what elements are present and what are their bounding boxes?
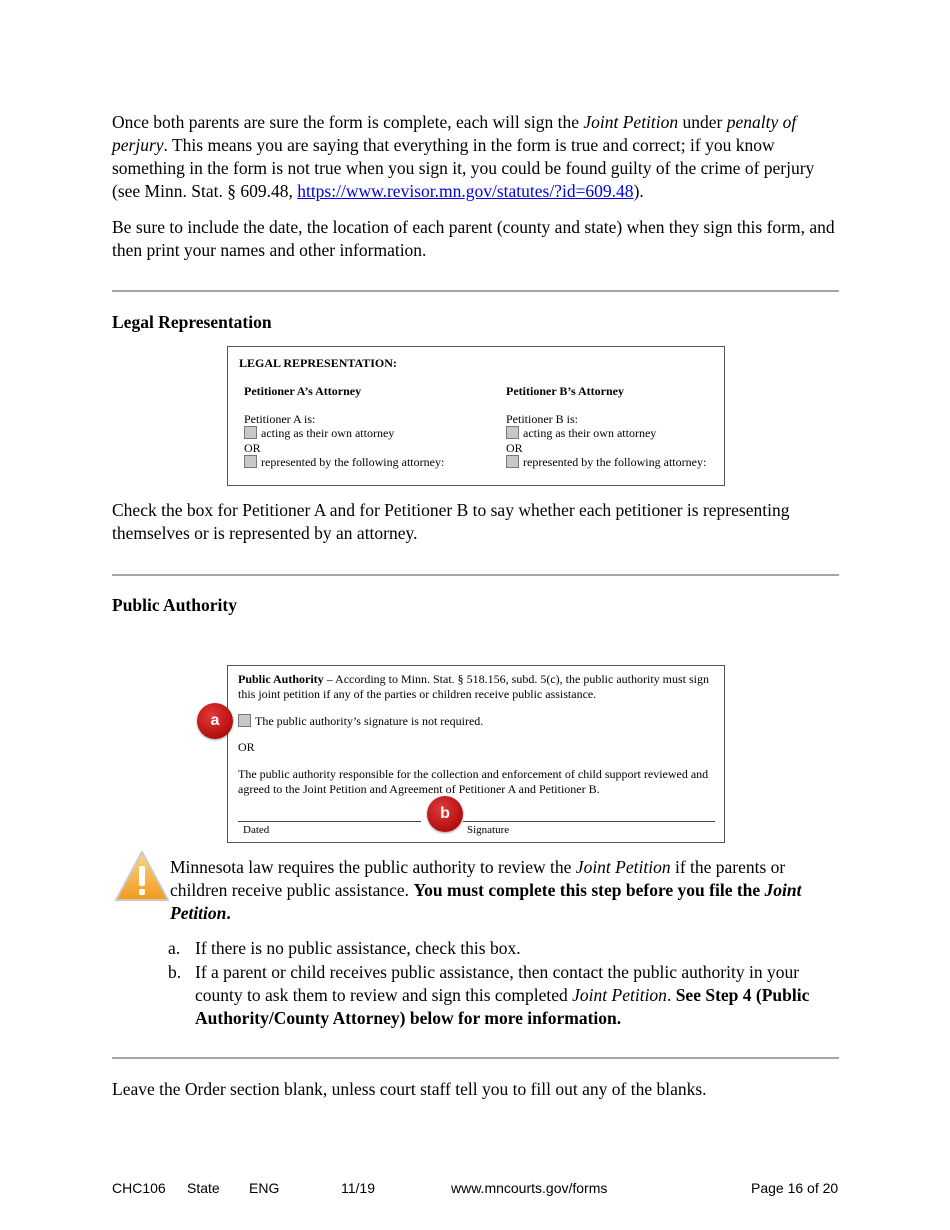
divider <box>112 574 839 576</box>
option-label: acting as their own attorney <box>261 426 395 440</box>
text: If there is no public assistance, check this box. <box>195 938 521 958</box>
petitioner-a-column <box>244 384 474 470</box>
text: ). <box>633 181 644 201</box>
footer-language: ENG <box>249 1180 280 1196</box>
text-bold: You must complete this step before you file the <box>413 880 765 900</box>
or-label: OR <box>506 440 523 455</box>
signature-not-required-option <box>238 714 483 729</box>
footer-form-code: CHC106 <box>112 1180 166 1196</box>
text-italic: Joint Petition <box>572 985 667 1005</box>
text-bold: Public Authority <box>238 672 324 686</box>
footer-state: State <box>187 1180 220 1196</box>
list-marker: a. <box>168 938 181 958</box>
order-section-note: Leave the Order section blank, unless court staff tell you to fill out any of the blanks. <box>112 1079 707 1099</box>
option-label: acting as their own attorney <box>523 426 657 440</box>
text: under <box>678 112 727 132</box>
text-bold: . <box>226 903 231 923</box>
or-label: OR <box>238 740 255 754</box>
checkbox-icon <box>244 426 257 439</box>
signing-instructions-paragraph: Be sure to include the date, the location of each parent (county and state) when they sign this form, and then print your names and other information. <box>112 217 835 260</box>
dated-line <box>238 821 421 822</box>
text: – According to Minn. Stat. § 518.156, subd. 5(c), the public authority must sign this joint petition if any of the parties or children receive public assistance. <box>238 672 709 701</box>
petitioner-a-option-own <box>244 426 474 441</box>
public-authority-steps <box>168 937 838 1031</box>
legal-box-title: LEGAL REPRESENTATION: <box>239 356 397 370</box>
petitioner-b-is-label: Petitioner B is: <box>506 411 578 426</box>
legal-representation-instruction: Check the box for Petitioner A and for Petitioner B to say whether each petitioner is representing themselves or is represented by an attorney. <box>112 500 790 543</box>
petitioner-b-attorney-heading: Petitioner B’s Attorney <box>506 384 624 398</box>
petitioner-b-column <box>506 384 736 470</box>
public-authority-form-excerpt <box>227 665 725 843</box>
checkbox-icon <box>506 426 519 439</box>
footer-date: 11/19 <box>341 1180 375 1196</box>
petitioner-a-option-represented <box>244 455 474 470</box>
text-bold-italic: Joint Petition <box>170 880 802 923</box>
checkbox-icon <box>238 714 251 727</box>
petitioner-a-is-label: Petitioner A is: <box>244 411 316 426</box>
warning-icon <box>113 849 171 903</box>
option-label: represented by the following attorney: <box>523 455 707 469</box>
footer-url: www.mncourts.gov/forms <box>451 1180 608 1196</box>
public-authority-heading: Public Authority <box>112 595 237 615</box>
option-label: represented by the following attorney: <box>261 455 445 469</box>
petitioner-a-attorney-heading: Petitioner A’s Attorney <box>244 384 362 398</box>
checkbox-icon <box>244 455 257 468</box>
signature-line <box>463 821 715 822</box>
option-label: The public authority’s signature is not required. <box>255 714 484 728</box>
text: Once both parents are sure the form is complete, each will sign the <box>112 112 584 132</box>
signature-label: Signature <box>467 824 510 836</box>
public-authority-warning <box>170 856 835 925</box>
perjury-paragraph <box>112 111 842 203</box>
callout-badge-b: b <box>427 796 463 832</box>
or-label: OR <box>244 440 261 455</box>
text-italic: penalty of perjury <box>112 112 797 155</box>
divider <box>112 1057 839 1059</box>
divider <box>112 290 839 292</box>
legal-representation-form-excerpt <box>227 346 725 486</box>
text-italic: Joint Petition <box>583 112 679 132</box>
text: If a parent or child receives public assistance, then contact the public authority in your county to ask them to review and sign this completed <box>195 962 800 1005</box>
statute-link[interactable]: https://www.revisor.mn.gov/statutes/?id=609.48 <box>297 181 634 201</box>
list-item <box>168 961 838 1030</box>
list-item <box>168 937 838 960</box>
text: . <box>666 985 676 1005</box>
callout-badge-a: a <box>197 703 233 739</box>
text-bold: See Step 4 (Public Authority/County Attorney) below for more information. <box>195 985 810 1028</box>
petitioner-b-option-represented <box>506 455 736 470</box>
text-italic: Joint Petition <box>575 857 671 877</box>
public-authority-agreement-text: The public authority responsible for the collection and enforcement of child support reviewed and agreed to the Joint Petition and Agreement of Petitioner A and Petitioner B. <box>238 767 709 796</box>
list-marker: b. <box>168 962 182 982</box>
text: . This means you are saying that everything in the form is true and correct; if you know something in the form is not true when you sign it, you could be found guilty of the crime of perjury (see Minn. Stat. § 609.48, <box>112 135 815 201</box>
public-authority-box-title <box>238 672 713 701</box>
legal-representation-heading: Legal Representation <box>112 312 272 332</box>
checkbox-icon <box>506 455 519 468</box>
text: if the parents or children receive public assistance. <box>170 857 786 900</box>
petitioner-b-option-own <box>506 426 736 441</box>
text: Minnesota law requires the public authority to review the <box>170 857 576 877</box>
dated-label: Dated <box>243 824 270 836</box>
footer-page-number: Page 16 of 20 <box>751 1180 839 1196</box>
